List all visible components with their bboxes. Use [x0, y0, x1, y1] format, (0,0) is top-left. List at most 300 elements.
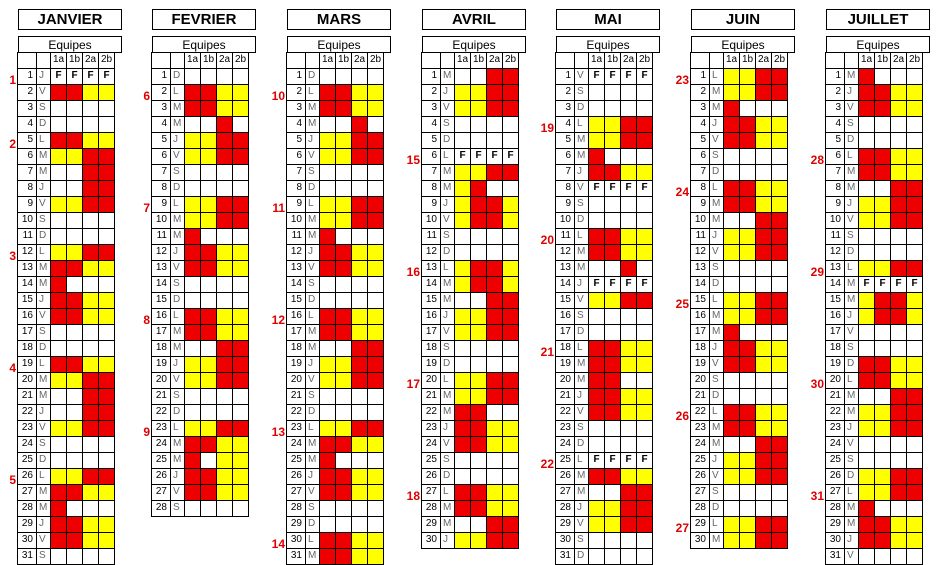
day-row [691, 165, 795, 181]
shift-cell [604, 404, 621, 421]
day-row [18, 453, 122, 469]
shift-cell [184, 116, 201, 133]
shift-cell [66, 164, 83, 181]
weekday-letter: L [440, 260, 455, 277]
shift-cell [216, 388, 233, 405]
shift-cell [755, 372, 772, 389]
shift-cell [771, 180, 788, 197]
shift-cell [50, 420, 67, 437]
shift-cell: F [620, 180, 637, 197]
team-header-2a: 2a [82, 52, 99, 69]
shift-cell [771, 196, 788, 213]
weekday-letter: M [844, 388, 859, 405]
weekday-letter: J [574, 500, 589, 517]
day-number: 8 [690, 180, 710, 197]
shift-cell [232, 468, 249, 485]
day-row [556, 117, 660, 133]
shift-cell [184, 132, 201, 149]
weekday-letter: V [574, 180, 589, 197]
day-number: 14 [825, 276, 845, 293]
weekday-letter: V [440, 212, 455, 229]
weekday-letter: M [305, 452, 320, 469]
shift-cell [906, 84, 923, 101]
day-row [691, 133, 795, 149]
shift-cell [200, 84, 217, 101]
shift-cell [486, 100, 503, 117]
weekday-letter: S [709, 148, 724, 165]
shift-cell [874, 196, 891, 213]
shift-cell [636, 388, 653, 405]
shift-cell [588, 500, 605, 517]
shift-cell [200, 276, 217, 293]
shift-cell [890, 484, 907, 501]
shift-cell [232, 356, 249, 373]
shift-cell [620, 468, 637, 485]
shift-cell [367, 324, 384, 341]
shift-cell [335, 324, 352, 341]
day-number: 14 [17, 276, 37, 293]
weekday-letter: M [170, 100, 185, 117]
weekday-letter: J [709, 116, 724, 133]
shift-cell [351, 68, 368, 85]
shift-cell [486, 180, 503, 197]
weekday-letter: M [36, 276, 51, 293]
shift-cell [739, 68, 756, 85]
shift-cell [216, 84, 233, 101]
shift-cell [184, 404, 201, 421]
day-number: 19 [286, 356, 306, 373]
shift-cell [232, 324, 249, 341]
day-row [287, 421, 391, 437]
shift-cell [470, 468, 487, 485]
shift-cell [216, 260, 233, 277]
week-number: 8 [143, 313, 150, 327]
day-number: 12 [286, 244, 306, 261]
shift-cell [858, 452, 875, 469]
shift-cell [588, 116, 605, 133]
shift-cell [82, 164, 99, 181]
weekday-letter: J [36, 516, 51, 533]
day-number: 29 [825, 516, 845, 533]
weekday-letter: D [170, 292, 185, 309]
weekday-letter: V [574, 68, 589, 85]
shift-cell [858, 100, 875, 117]
weekday-letter: J [36, 404, 51, 421]
shift-cell [636, 468, 653, 485]
weekday-letter: M [440, 180, 455, 197]
shift-cell [470, 356, 487, 373]
shift-cell [502, 452, 519, 469]
shift-cell [874, 436, 891, 453]
shift-cell [98, 452, 115, 469]
shift-cell [66, 388, 83, 405]
shift-cell [66, 516, 83, 533]
weekday-letter: S [844, 228, 859, 245]
shift-cell [588, 356, 605, 373]
shift-cell [755, 356, 772, 373]
weekday-letter: J [574, 388, 589, 405]
day-row [556, 181, 660, 197]
day-row [556, 485, 660, 501]
shift-cell [771, 372, 788, 389]
weekday-letter: J [844, 420, 859, 437]
shift-cell [216, 100, 233, 117]
shift-cell [755, 420, 772, 437]
shift-cell [906, 68, 923, 85]
shift-cell [755, 516, 772, 533]
shift-cell [604, 436, 621, 453]
shift-cell [906, 532, 923, 549]
week-number: 25 [675, 297, 689, 311]
month-mars [287, 9, 391, 565]
day-number: 9 [151, 196, 171, 213]
shift-cell [335, 532, 352, 549]
day-number: 12 [825, 244, 845, 261]
weekday-letter: V [305, 148, 320, 165]
day-number: 28 [690, 500, 710, 517]
weekday-letter: D [170, 404, 185, 421]
shift-cell [232, 388, 249, 405]
shift-cell [50, 388, 67, 405]
shift-cell [319, 532, 336, 549]
weekday-letter: L [709, 516, 724, 533]
weekday-letter: J [305, 356, 320, 373]
shift-cell [200, 356, 217, 373]
day-row [152, 245, 256, 261]
shift-cell [502, 436, 519, 453]
shift-cell [66, 100, 83, 117]
shift-cell [604, 388, 621, 405]
shift-cell [588, 516, 605, 533]
shift-cell [351, 276, 368, 293]
shift-cell [502, 388, 519, 405]
shift-cell [771, 500, 788, 517]
day-number: 17 [421, 324, 441, 341]
shift-cell [739, 532, 756, 549]
team-header-1b: 1b [874, 52, 891, 69]
day-row [18, 197, 122, 213]
day-row [18, 325, 122, 341]
team-header-1a: 1a [50, 52, 67, 69]
week-number: 23 [675, 73, 689, 87]
day-row [287, 373, 391, 389]
day-row [152, 293, 256, 309]
shift-cell [367, 516, 384, 533]
day-row [556, 421, 660, 437]
day-row [826, 69, 930, 85]
day-row [152, 261, 256, 277]
weekday-letter: M [36, 164, 51, 181]
shift-cell [66, 372, 83, 389]
weekday-letter: D [574, 548, 589, 565]
month-avril [422, 9, 526, 549]
shift-cell [351, 308, 368, 325]
shift-cell [367, 116, 384, 133]
weekday-letter: V [36, 84, 51, 101]
shift-cell [319, 276, 336, 293]
shift-cell [454, 372, 471, 389]
shift-cell [200, 212, 217, 229]
shift-cell [82, 84, 99, 101]
shift-cell [755, 292, 772, 309]
day-row [826, 533, 930, 549]
day-row [18, 213, 122, 229]
shift-cell [319, 516, 336, 533]
shift-cell [858, 212, 875, 229]
shift-cell [351, 436, 368, 453]
day-number: 15 [690, 292, 710, 309]
shift-cell [216, 116, 233, 133]
shift-cell [723, 68, 740, 85]
day-row [556, 229, 660, 245]
shift-cell [66, 324, 83, 341]
team-header-row [422, 53, 526, 69]
shift-cell [335, 388, 352, 405]
shift-cell [335, 228, 352, 245]
shift-cell [739, 292, 756, 309]
day-number: 18 [690, 340, 710, 357]
shift-cell [98, 356, 115, 373]
shift-cell [200, 100, 217, 117]
shift-cell [351, 196, 368, 213]
shift-cell [604, 468, 621, 485]
shift-cell [470, 100, 487, 117]
shift-cell [351, 228, 368, 245]
day-row [422, 69, 526, 85]
weekday-letter: V [844, 324, 859, 341]
day-number: 11 [286, 228, 306, 245]
shift-cell: F [604, 276, 621, 293]
day-number: 30 [286, 532, 306, 549]
shift-cell [232, 484, 249, 501]
shift-cell [232, 244, 249, 261]
shift-cell [200, 148, 217, 165]
day-row [691, 229, 795, 245]
day-number: 28 [17, 500, 37, 517]
day-row [691, 69, 795, 85]
shift-cell [454, 420, 471, 437]
shift-cell [66, 548, 83, 565]
day-row [691, 101, 795, 117]
day-number: 10 [555, 212, 575, 229]
week-number: 15 [406, 153, 420, 167]
day-number: 13 [151, 260, 171, 277]
shift-cell: F [50, 68, 67, 85]
shift-cell [771, 84, 788, 101]
day-row [556, 85, 660, 101]
day-row [422, 197, 526, 213]
day-row [287, 101, 391, 117]
day-row [826, 357, 930, 373]
shift-cell [82, 308, 99, 325]
shift-cell [200, 196, 217, 213]
shift-cell [98, 196, 115, 213]
day-row [422, 261, 526, 277]
day-number: 21 [17, 388, 37, 405]
week-number: 13 [271, 425, 285, 439]
shift-cell [319, 500, 336, 517]
day-row [691, 149, 795, 165]
day-row [691, 357, 795, 373]
day-row [152, 69, 256, 85]
shift-cell [502, 500, 519, 517]
day-number: 16 [17, 308, 37, 325]
shift-cell [184, 324, 201, 341]
weekday-letter: J [36, 180, 51, 197]
shift-cell [232, 100, 249, 117]
weekday-letter: D [709, 388, 724, 405]
weekday-letter: V [305, 484, 320, 501]
shift-cell [636, 548, 653, 565]
weekday-letter: S [36, 100, 51, 117]
day-row [556, 293, 660, 309]
weekday-letter: M [36, 388, 51, 405]
day-row [422, 293, 526, 309]
shift-cell [319, 116, 336, 133]
day-row [556, 517, 660, 533]
shift-cell [906, 548, 923, 565]
shift-cell [771, 532, 788, 549]
shift-cell [184, 388, 201, 405]
day-number: 12 [17, 244, 37, 261]
day-row [826, 421, 930, 437]
weekday-letter: M [440, 68, 455, 85]
shift-cell [98, 292, 115, 309]
shift-cell [98, 404, 115, 421]
shift-cell [604, 116, 621, 133]
shift-cell [636, 84, 653, 101]
shift-cell [319, 420, 336, 437]
day-number: 1 [690, 68, 710, 85]
shift-cell [454, 532, 471, 549]
shift-cell [50, 212, 67, 229]
weekday-letter: D [574, 324, 589, 341]
shift-cell [906, 292, 923, 309]
weekday-letter: L [305, 308, 320, 325]
week-number: 12 [271, 313, 285, 327]
shift-cell [454, 484, 471, 501]
day-number: 19 [690, 356, 710, 373]
shift-cell [367, 148, 384, 165]
shift-cell [874, 388, 891, 405]
team-header-row [826, 53, 930, 69]
shift-cell [335, 180, 352, 197]
shift-cell [98, 484, 115, 501]
shift-cell: F [454, 148, 471, 165]
shift-cell [351, 388, 368, 405]
shift-cell [200, 372, 217, 389]
day-number: 28 [825, 500, 845, 517]
shift-cell [723, 356, 740, 373]
shift-cell [486, 308, 503, 325]
day-number: 28 [151, 500, 171, 517]
shift-cell [319, 340, 336, 357]
shift-cell [486, 292, 503, 309]
day-number: 21 [421, 388, 441, 405]
shift-cell [874, 116, 891, 133]
weekday-letter: L [844, 484, 859, 501]
shift-cell [232, 84, 249, 101]
weekday-letter: S [844, 452, 859, 469]
shift-cell [771, 452, 788, 469]
day-row [287, 357, 391, 373]
day-number: 18 [151, 340, 171, 357]
day-number: 29 [421, 516, 441, 533]
shift-cell [502, 276, 519, 293]
shift-cell [335, 84, 352, 101]
day-number: 3 [151, 100, 171, 117]
shift-cell [906, 340, 923, 357]
day-number: 28 [421, 500, 441, 517]
team-header-1a: 1a [723, 52, 740, 69]
shift-cell [771, 484, 788, 501]
weekday-letter: M [305, 116, 320, 133]
shift-cell [502, 132, 519, 149]
day-number: 2 [421, 84, 441, 101]
week-number: 14 [271, 537, 285, 551]
shift-cell [454, 324, 471, 341]
shift-cell [755, 84, 772, 101]
weekday-letter: M [709, 196, 724, 213]
shift-cell [620, 532, 637, 549]
shift-cell [98, 132, 115, 149]
day-number: 24 [17, 436, 37, 453]
shift-cell [620, 292, 637, 309]
shift-cell [98, 548, 115, 565]
week-number: 27 [675, 521, 689, 535]
shift-cell [66, 420, 83, 437]
shift-cell [184, 84, 201, 101]
shift-cell [82, 452, 99, 469]
day-row [691, 533, 795, 549]
shift-cell [890, 436, 907, 453]
shift-cell [319, 212, 336, 229]
shift-cell [906, 132, 923, 149]
shift-cell [216, 468, 233, 485]
day-row [556, 357, 660, 373]
weekday-letter: D [709, 276, 724, 293]
weekday-letter: M [844, 516, 859, 533]
day-row [826, 293, 930, 309]
shift-cell [604, 132, 621, 149]
day-number: 4 [17, 116, 37, 133]
shift-cell [858, 292, 875, 309]
weekday-letter: M [170, 228, 185, 245]
shift-cell [454, 500, 471, 517]
shift-cell [335, 196, 352, 213]
day-number: 22 [151, 404, 171, 421]
day-row [826, 405, 930, 421]
weekday-letter: V [170, 484, 185, 501]
shift-cell [874, 548, 891, 565]
day-number: 23 [17, 420, 37, 437]
weekday-letter: J [440, 196, 455, 213]
shift-cell [739, 500, 756, 517]
shift-cell [50, 164, 67, 181]
day-number: 20 [421, 372, 441, 389]
day-number: 6 [286, 148, 306, 165]
weekday-letter: M [574, 132, 589, 149]
shift-cell [82, 132, 99, 149]
weekday-letter: V [36, 308, 51, 325]
weekday-letter: M [709, 324, 724, 341]
weekday-letter: M [440, 388, 455, 405]
day-row [422, 453, 526, 469]
day-row [556, 453, 660, 469]
day-number: 17 [690, 324, 710, 341]
weekday-letter: L [305, 84, 320, 101]
shift-cell [50, 532, 67, 549]
